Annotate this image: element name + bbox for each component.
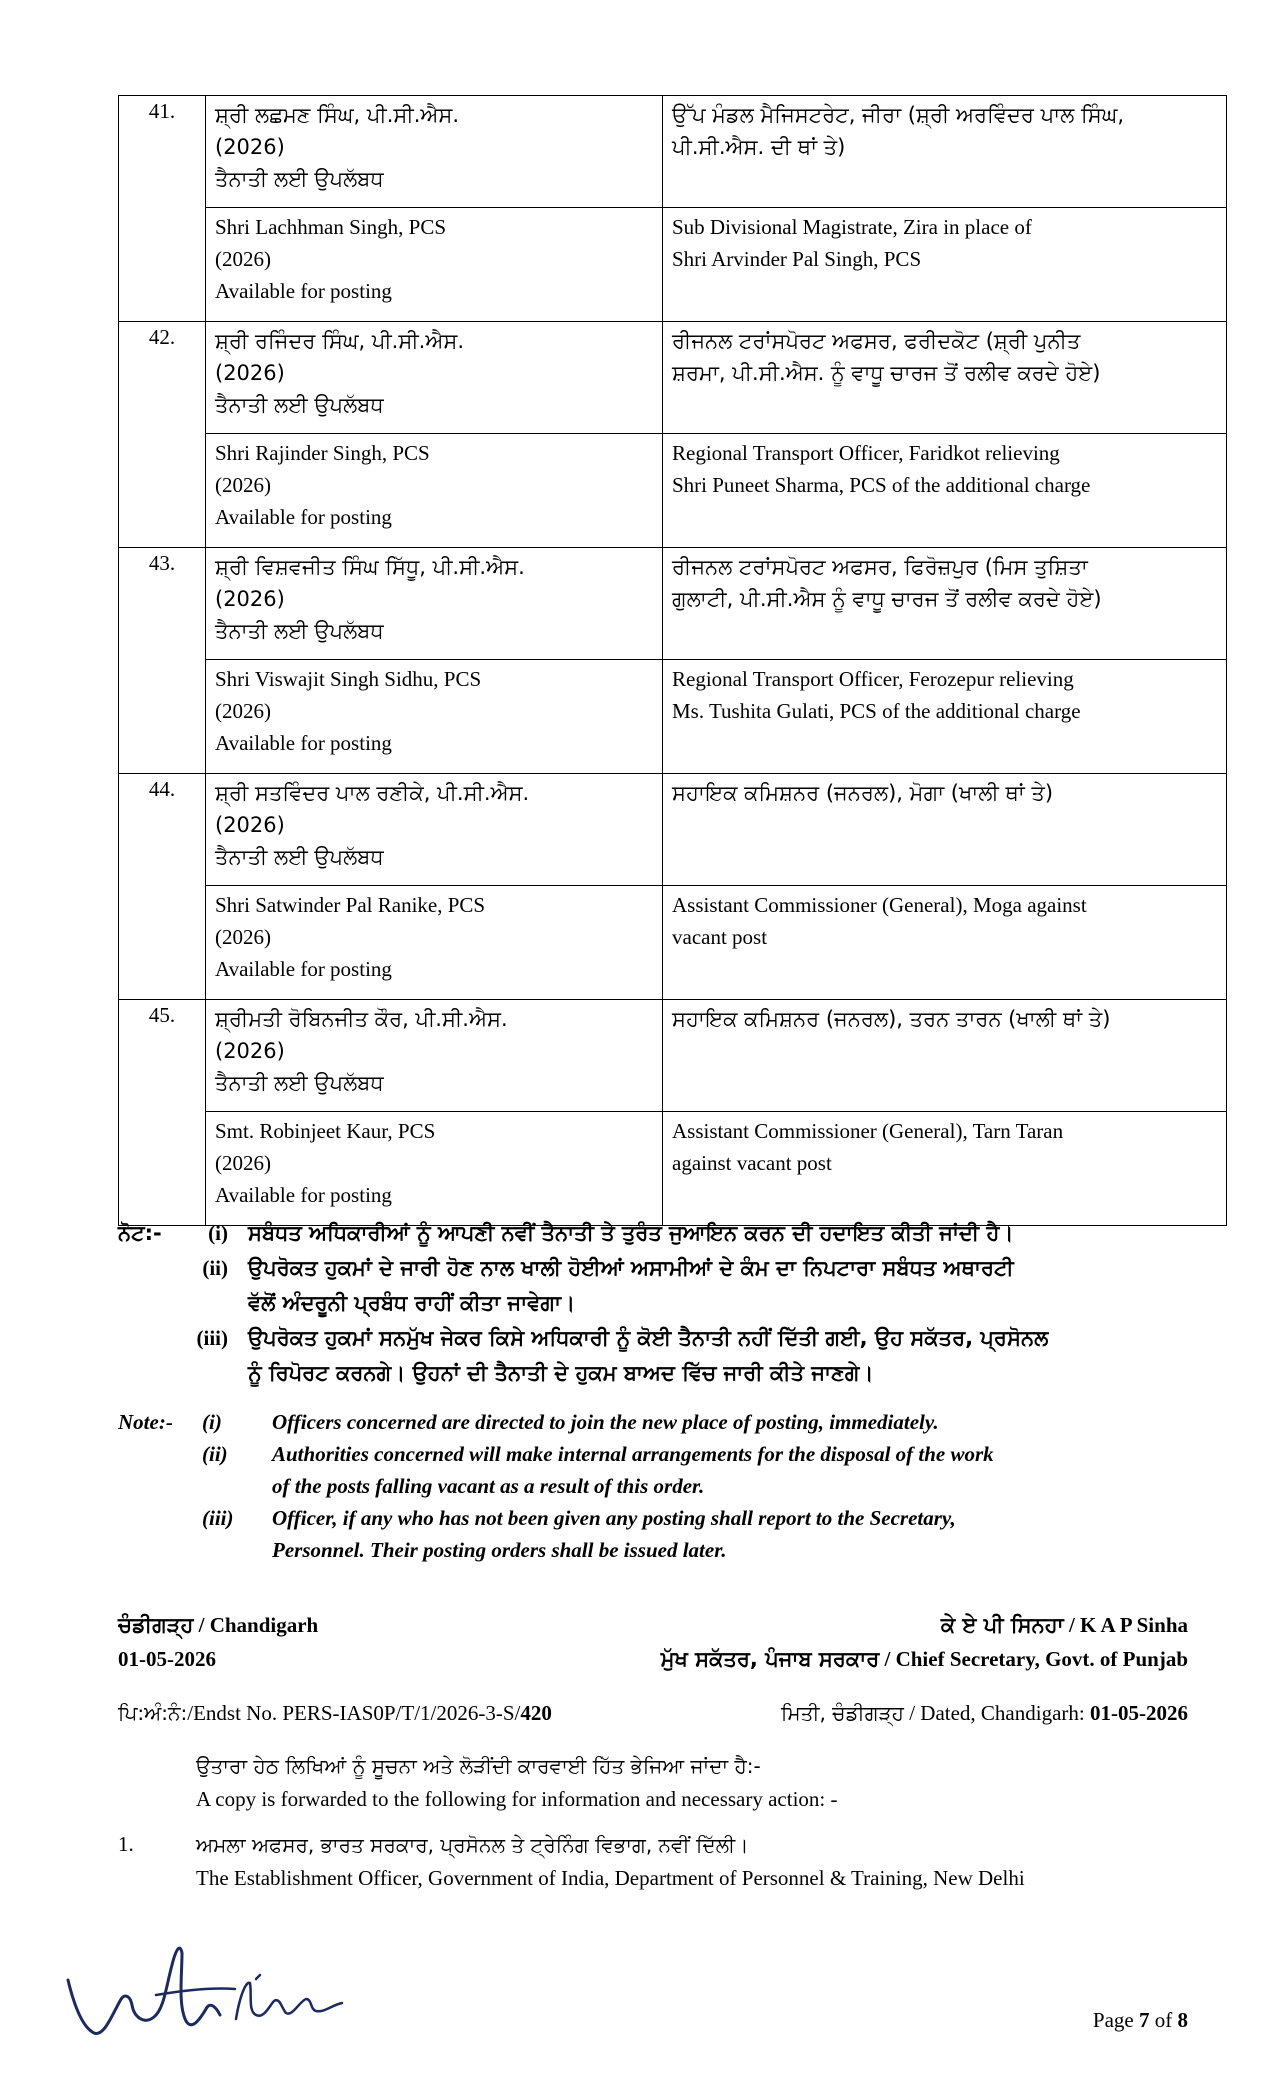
text-line: ਸ਼੍ਰੀ ਵਿਸ਼ਵਜੀਤ ਸਿੰਘ ਸਿੱਧੂ, ਪੀ.ਸੀ.ਐਸ. (215, 555, 525, 579)
serial-number: 45. (119, 1000, 206, 1226)
officer-name-english (206, 434, 663, 548)
officer-name-english (206, 1112, 663, 1226)
signatory-english: / K A P Sinha (1068, 1613, 1188, 1637)
note-text: of the posts falling vacant as a result of this order. (272, 1474, 705, 1498)
posting-punjabi (663, 774, 1227, 886)
text-line: Assistant Commissioner (General), Moga against (672, 893, 1087, 917)
posting-row-punjabi (119, 96, 1227, 208)
text-line: ਤੈਨਾਤੀ ਲਈ ਉਪਲੱਬਧ (215, 845, 384, 869)
place-english: / Chandigarh (198, 1613, 319, 1637)
designation-punjabi: ਮੁੱਖ ਸਕੱਤਰ, ਪੰਜਾਬ ਸਰਕਾਰ (660, 1647, 880, 1671)
text-line: (2026) (215, 587, 285, 611)
officer-name-english (206, 886, 663, 1000)
signatory-block (661, 1608, 1188, 1676)
text-line: (2026) (215, 135, 285, 159)
text-line: Available for posting (215, 1183, 392, 1207)
page-number (1093, 2008, 1188, 2033)
text-line: ਤੈਨਾਤੀ ਲਈ ਉਪਲੱਬਧ (215, 1071, 384, 1095)
note-line (118, 1438, 1188, 1470)
text-line: Available for posting (215, 279, 392, 303)
dated-punjabi: ਮਿਤੀ, ਚੰਡੀਗੜ੍ਹ (781, 1701, 904, 1725)
text-line: vacant post (672, 925, 768, 949)
page-sep: of (1154, 2008, 1173, 2032)
page-total: 8 (1177, 2008, 1188, 2032)
text-line: Shri Rajinder Singh, PCS (215, 441, 430, 465)
text-line: ਸ਼੍ਰੀ ਲਛਮਣ ਸਿੰਘ, ਪੀ.ਸੀ.ਐਸ. (215, 103, 460, 127)
place-punjabi: ਚੰਡੀਗੜ੍ਹ (118, 1613, 194, 1637)
text-line: ਗੁਲਾਟੀ, ਪੀ.ਸੀ.ਐਸ ਨੂੰ ਵਾਧੂ ਚਾਰਜ ਤੋਂ ਰਲੀਵ ਕਰਦੇ ਹੋਏ) (672, 587, 1102, 611)
forwarding-text (196, 1749, 837, 1815)
text-line: Smt. Robinjeet Kaur, PCS (215, 1119, 436, 1143)
note-line (118, 1406, 1188, 1438)
text-line: Shri Lachhman Singh, PCS (215, 215, 447, 239)
note-label (118, 1502, 202, 1534)
note-label (118, 1321, 186, 1356)
text-line: Ms. Tushita Gulati, PCS of the additional charge (672, 699, 1081, 723)
note-text: ਸਬੰਧਤ ਅਧਿਕਾਰੀਆਂ ਨੂੰ ਆਪਣੀ ਨਵੀਂ ਤੈਨਾਤੀ ਤੇ ਤੁਰੰਤ ਜੁਆਇਨ ਕਰਨ ਦੀ ਹਦਾਇਤ ਕੀਤੀ ਜਾਂਦੀ ਹੈ। (248, 1221, 1014, 1245)
notes-english (118, 1406, 1188, 1566)
text-line: ਰੀਜਨਲ ਟਰਾਂਸਪੋਰਟ ਅਫਸਰ, ਫਿਰੋਜ਼ਪੁਰ (ਮਿਸ ਤੁਸ਼ਿਤਾ (672, 555, 1088, 579)
text-line: (2026) (215, 473, 271, 497)
text-line: ਪੀ.ਸੀ.ਐਸ. ਦੀ ਥਾਂ ਤੇ) (672, 135, 846, 159)
text-line: ਉੱਪ ਮੰਡਲ ਮੈਜਿਸਟਰੇਟ, ਜੀਰਾ (ਸ਼੍ਰੀ ਅਰਵਿੰਦਰ ਪਾਲ ਸਿੰਘ, (672, 103, 1125, 127)
posting-row-punjabi (119, 322, 1227, 434)
posting-row-punjabi (119, 774, 1227, 886)
postings-body (119, 96, 1227, 1226)
text-line: Available for posting (215, 505, 392, 529)
text-line: Shri Satwinder Pal Ranike, PCS (215, 893, 486, 917)
notes-punjabi (118, 1216, 1188, 1391)
text-line: ਸਹਾਇਕ ਕਮਿਸ਼ਨਰ (ਜਨਰਲ), ਮੋਗਾ (ਖਾਲੀ ਥਾਂ ਤੇ) (672, 781, 1054, 805)
postings-table (118, 95, 1227, 1226)
note-text: Authorities concerned will make internal arrangements for the disposal of the work (272, 1442, 994, 1466)
recipient-number: 1. (118, 1832, 134, 1856)
note-line (118, 1502, 1188, 1534)
note-number: (ii) (202, 1442, 228, 1466)
note-line (118, 1216, 1188, 1251)
text-line: Regional Transport Officer, Ferozepur relieving (672, 667, 1074, 691)
posting-punjabi (663, 1000, 1227, 1112)
note-label: Note:- (118, 1410, 173, 1434)
serial-number: 42. (119, 322, 206, 548)
note-text: ਉਪਰੋਕਤ ਹੁਕਮਾਂ ਸਨਮੁੱਖ ਜੇਕਰ ਕਿਸੇ ਅਧਿਕਾਰੀ ਨੂੰ ਕੋਈ ਤੈਨਾਤੀ ਨਹੀਂ ਦਿੱਤੀ ਗਈ, ਉਹ ਸਕੱਤਰ, ਪ੍ਰਸੋਨਲ (248, 1326, 1049, 1350)
note-text: Officers concerned are directed to join the new place of posting, immediately. (272, 1410, 939, 1434)
text-line: Shri Arvinder Pal Singh, PCS (672, 247, 922, 271)
note-number (202, 1470, 272, 1502)
serial-number: 44. (119, 774, 206, 1000)
note-number: (i) (202, 1410, 222, 1434)
posting-english (663, 434, 1227, 548)
posting-row-english (119, 208, 1227, 322)
note-number (186, 1286, 248, 1321)
note-line (118, 1286, 1188, 1321)
text-line: Shri Puneet Sharma, PCS of the additional charge (672, 473, 1091, 497)
officer-name-punjabi (206, 1000, 663, 1112)
note-number: (ii) (202, 1256, 228, 1280)
forwarding-punjabi: ਉਤਾਰਾ ਹੇਠ ਲਿਖਿਆਂ ਨੂੰ ਸੂਚਨਾ ਅਤੇ ਲੋੜੀਂਦੀ ਕਾਰਵਾਈ ਹਿੱਤ ਭੇਜਿਆ ਜਾਂਦਾ ਹੈ:- (196, 1754, 761, 1778)
officer-name-punjabi (206, 774, 663, 886)
note-text: ਵੱਲੋਂ ਅੰਦਰੂਨੀ ਪ੍ਰਬੰਧ ਰਾਹੀਂ ਕੀਤਾ ਜਾਵੇਗਾ। (248, 1291, 576, 1315)
note-line (118, 1356, 1188, 1391)
posting-row-english (119, 434, 1227, 548)
text-line: ਤੈਨਾਤੀ ਲਈ ਉਪਲੱਬਧ (215, 619, 384, 643)
endorsement-line (118, 1697, 1188, 1729)
page-current: 7 (1139, 2008, 1150, 2032)
recipient-item (118, 1828, 1188, 1894)
posting-english (663, 208, 1227, 322)
note-line (118, 1470, 1188, 1502)
officer-name-english (206, 208, 663, 322)
text-line: (2026) (215, 247, 271, 271)
text-line: Shri Viswajit Singh Sidhu, PCS (215, 667, 482, 691)
text-line: Sub Divisional Magistrate, Zira in place of (672, 215, 1032, 239)
posting-row-punjabi (119, 1000, 1227, 1112)
note-number: (iii) (202, 1506, 234, 1530)
text-line: ਸ਼੍ਰੀ ਸਤਵਿੰਦਰ ਪਾਲ ਰਣੀਕੇ, ਪੀ.ਸੀ.ਐਸ. (215, 781, 530, 805)
note-text: ਨੂੰ ਰਿਪੋਰਟ ਕਰਨਗੇ। ਉਹਨਾਂ ਦੀ ਤੈਨਾਤੀ ਦੇ ਹੁਕਮ ਬਾਅਦ ਵਿੱਚ ਜਾਰੀ ਕੀਤੇ ਜਾਣਗੇ। (248, 1361, 874, 1385)
endst-prefix-punjabi: ਪਿ:ਅੰ:ਨੰ: (118, 1701, 188, 1725)
text-line: (2026) (215, 699, 271, 723)
signatory-punjabi: ਕੇ ਏ ਪੀ ਸਿਨਹਾ (940, 1613, 1064, 1637)
dated-english: / Dated, Chandigarh: (909, 1701, 1085, 1725)
text-line: Available for posting (215, 731, 392, 755)
text-line: (2026) (215, 1151, 271, 1175)
posting-punjabi (663, 548, 1227, 660)
posting-english (663, 660, 1227, 774)
note-line (118, 1534, 1188, 1566)
officer-name-punjabi (206, 548, 663, 660)
text-line: ਸ਼ਰਮਾ, ਪੀ.ਸੀ.ਐਸ. ਨੂੰ ਵਾਧੂ ਚਾਰਜ ਤੋਂ ਰਲੀਵ ਕਰਦੇ ਹੋਏ) (672, 361, 1101, 385)
note-number (202, 1534, 272, 1566)
note-label (118, 1534, 202, 1566)
note-number: (i) (208, 1221, 228, 1245)
note-label: ਨੋਟ:- (118, 1221, 162, 1245)
serial-number: 41. (119, 96, 206, 322)
posting-row-english (119, 886, 1227, 1000)
posting-row-punjabi (119, 548, 1227, 660)
serial-number: 43. (119, 548, 206, 774)
posting-punjabi (663, 322, 1227, 434)
text-line: (2026) (215, 361, 285, 385)
posting-punjabi (663, 96, 1227, 208)
note-text: Officer, if any who has not been given any posting shall report to the Secretary, (272, 1506, 956, 1530)
posting-row-english (119, 1112, 1227, 1226)
recipient-english: The Establishment Officer, Government of India, Department of Personnel & Training, New Delhi (196, 1866, 1025, 1890)
text-line: (2026) (215, 813, 285, 837)
note-label (118, 1470, 202, 1502)
text-line: Regional Transport Officer, Faridkot relieving (672, 441, 1060, 465)
note-label (118, 1286, 186, 1321)
text-line: Assistant Commissioner (General), Tarn Taran (672, 1119, 1064, 1143)
forwarding-english: A copy is forwarded to the following for information and necessary action: - (196, 1787, 838, 1811)
note-text: ਉਪਰੋਕਤ ਹੁਕਮਾਂ ਦੇ ਜਾਰੀ ਹੋਣ ਨਾਲ ਖਾਲੀ ਹੋਈਆਂ ਅਸਾਮੀਆਂ ਦੇ ਕੰਮ ਦਾ ਨਿਪਟਾਰਾ ਸਬੰਧਤ ਅਥਾਰਟੀ (248, 1256, 1014, 1280)
note-label (118, 1438, 202, 1470)
note-label (118, 1356, 186, 1391)
endst-date: 01-05-2026 (1090, 1701, 1188, 1725)
text-line: (2026) (215, 1039, 285, 1063)
note-number: (iii) (196, 1326, 228, 1350)
posting-english (663, 1112, 1227, 1226)
text-line: (2026) (215, 925, 271, 949)
order-date: 01-05-2026 (118, 1647, 216, 1671)
text-line: against vacant post (672, 1151, 832, 1175)
text-line: Available for posting (215, 957, 392, 981)
note-line (118, 1251, 1188, 1286)
text-line: ਸਹਾਇਕ ਕਮਿਸ਼ਨਰ (ਜਨਰਲ), ਤਰਨ ਤਾਰਨ (ਖਾਲੀ ਥਾਂ ਤੇ) (672, 1007, 1111, 1031)
designation-english: / Chief Secretary, Govt. of Punjab (884, 1647, 1188, 1671)
posting-row-english (119, 660, 1227, 774)
note-line (118, 1321, 1188, 1356)
text-line: ਤੈਨਾਤੀ ਲਈ ਉਪਲੱਬਧ (215, 393, 384, 417)
place-date-block (118, 1608, 318, 1676)
note-text: Personnel. Their posting orders shall be issued later. (272, 1538, 727, 1562)
text-line: ਸ਼੍ਰੀ ਰਜਿੰਦਰ ਸਿੰਘ, ਪੀ.ਸੀ.ਐਸ. (215, 329, 464, 353)
text-line: ਰੀਜਨਲ ਟਰਾਂਸਪੋਰਟ ਅਫਸਰ, ਫਰੀਦਕੋਟ (ਸ਼੍ਰੀ ਪੁਨੀਤ (672, 329, 1081, 353)
endst-prefix-english: /Endst No. PERS-IAS0P/T/1/2026-3-S/ (187, 1701, 521, 1725)
note-number (186, 1356, 248, 1391)
endst-number: 420 (520, 1701, 552, 1725)
text-line: ਸ਼੍ਰੀਮਤੀ ਰੋਬਿਨਜੀਤ ਕੌਰ, ਪੀ.ਸੀ.ਐਸ. (215, 1007, 508, 1031)
note-label (118, 1251, 186, 1286)
handwritten-signature (60, 1935, 380, 2045)
posting-english (663, 886, 1227, 1000)
officer-name-english (206, 660, 663, 774)
page-prefix: Page (1092, 2008, 1134, 2032)
recipient-punjabi: ਅਮਲਾ ਅਫਸਰ, ਭਾਰਤ ਸਰਕਾਰ, ਪ੍ਰਸੋਨਲ ਤੇ ਟ੍ਰੇਨਿੰਗ ਵਿਭਾਗ, ਨਵੀਂ ਦਿੱਲੀ। (196, 1833, 749, 1857)
officer-name-punjabi (206, 96, 663, 208)
text-line: ਤੈਨਾਤੀ ਲਈ ਉਪਲੱਬਧ (215, 167, 384, 191)
officer-name-punjabi (206, 322, 663, 434)
